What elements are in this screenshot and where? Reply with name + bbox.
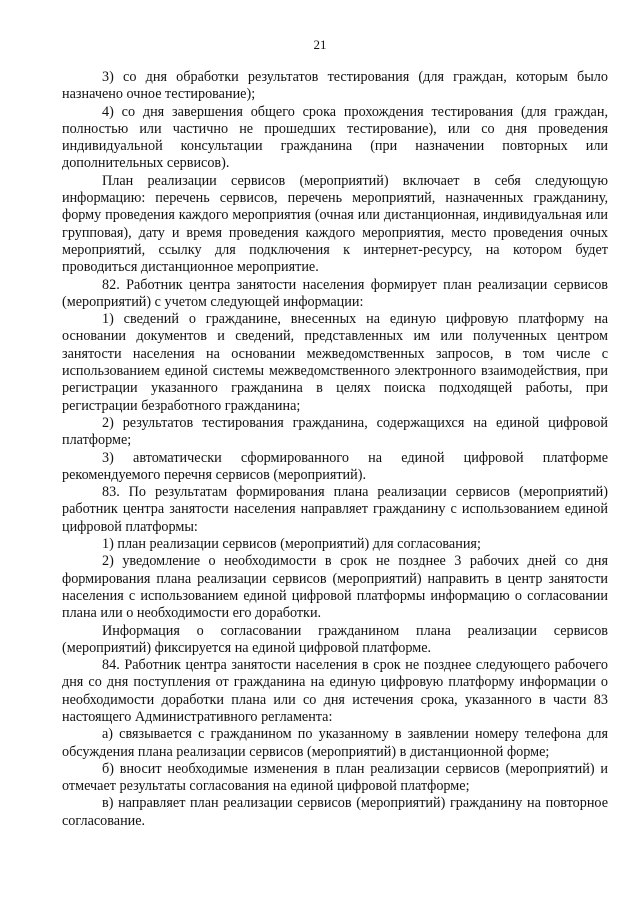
paragraph-82-item-2: 2) результатов тестирования гражданина, содержащихся на единой цифровой платформе;	[62, 414, 608, 449]
paragraph-item-4: 4) со дня завершения общего срока прохождения тестирования (для граждан, полностью или частично не прошедших тестирование), или со дня проведения индивидуальной консультации гражданина (при назначении повторных или дополнительных сервисов).	[62, 103, 608, 172]
paragraph-83-item-2: 2) уведомление о необходимости в срок не позднее 3 рабочих дней со дня формирования плана реализации сервисов (мероприятий) направить в центр занятости населения с использованием единой цифровой платформы информацию о согласовании плана или о необходимости его доработки.	[62, 553, 608, 622]
paragraph-84-item-v: в) направляет план реализации сервисов (мероприятий) гражданину на повторное согласование.	[62, 795, 608, 829]
paragraph-item-3: 3) со дня обработки результатов тестирования (для граждан, которым было назначено очное тестирование);	[62, 69, 608, 103]
paragraph-84-item-b: б) вносит необходимые изменения в план реализации сервисов (мероприятий) и отмечает результаты согласования на единой цифровой платформе;	[62, 760, 608, 795]
document-body	[62, 69, 608, 830]
paragraph-section-84: 84. Работник центра занятости населения в срок не позднее следующего рабочего дня со дня поступления от гражданина на единую цифровую платформу информации о необходимости доработки плана или со дня истечения срока, указанного в части 83 настоящего Административного регламента:	[62, 657, 608, 725]
page-number: 21	[313, 37, 327, 52]
paragraph-82-item-1: 1) сведений о гражданине, внесенных на единую цифровую платформу на основании документов и сведений, представленных им или полученных центром занятости населения на основании межведомственных запросов, в том числе с использованием единой системы межведомственного электронного взаимодействия, при регистрации указанного гражданина в целях поиска подходящей работы, при регистрации безработного гражданина;	[62, 311, 608, 414]
paragraph-plan-contents: План реализации сервисов (мероприятий) включает в себя следующую информацию: перечень сервисов, перечень мероприятий, назначенных гражданину, форму проведения каждого мероприятия (очная или дистанционная, индивидуальная или групповая), дату и время проведения каждого мероприятия, место проведения очных мероприятий, ссылку для подключения к интернет-ресурсу, на котором будет проводиться дистанционное мероприятие.	[62, 172, 608, 276]
paragraph-agreement-info: Информация о согласовании гражданином плана реализации сервисов (мероприятий) фиксируется на единой цифровой платформе.	[62, 622, 608, 656]
paragraph-82-item-3: 3) автоматически сформированного на единой цифровой платформе рекомендуемого перечня сервисов (мероприятий).	[62, 449, 608, 483]
paragraph-84-item-a: а) связывается с гражданином по указанному в заявлении номеру телефона для обсуждения плана реализации сервисов (мероприятий) в дистанционной форме;	[62, 726, 608, 760]
paragraph-section-83: 83. По результатам формирования плана реализации сервисов (мероприятий) работник центра занятости населения направляет гражданину с использованием единой цифровой платформы:	[62, 484, 608, 535]
paragraph-83-item-1: 1) план реализации сервисов (мероприятий) для согласования;	[102, 536, 481, 553]
paragraph-section-82: 82. Работник центра занятости населения формирует план реализации сервисов (мероприятий) с учетом следующей информации:	[62, 276, 608, 310]
